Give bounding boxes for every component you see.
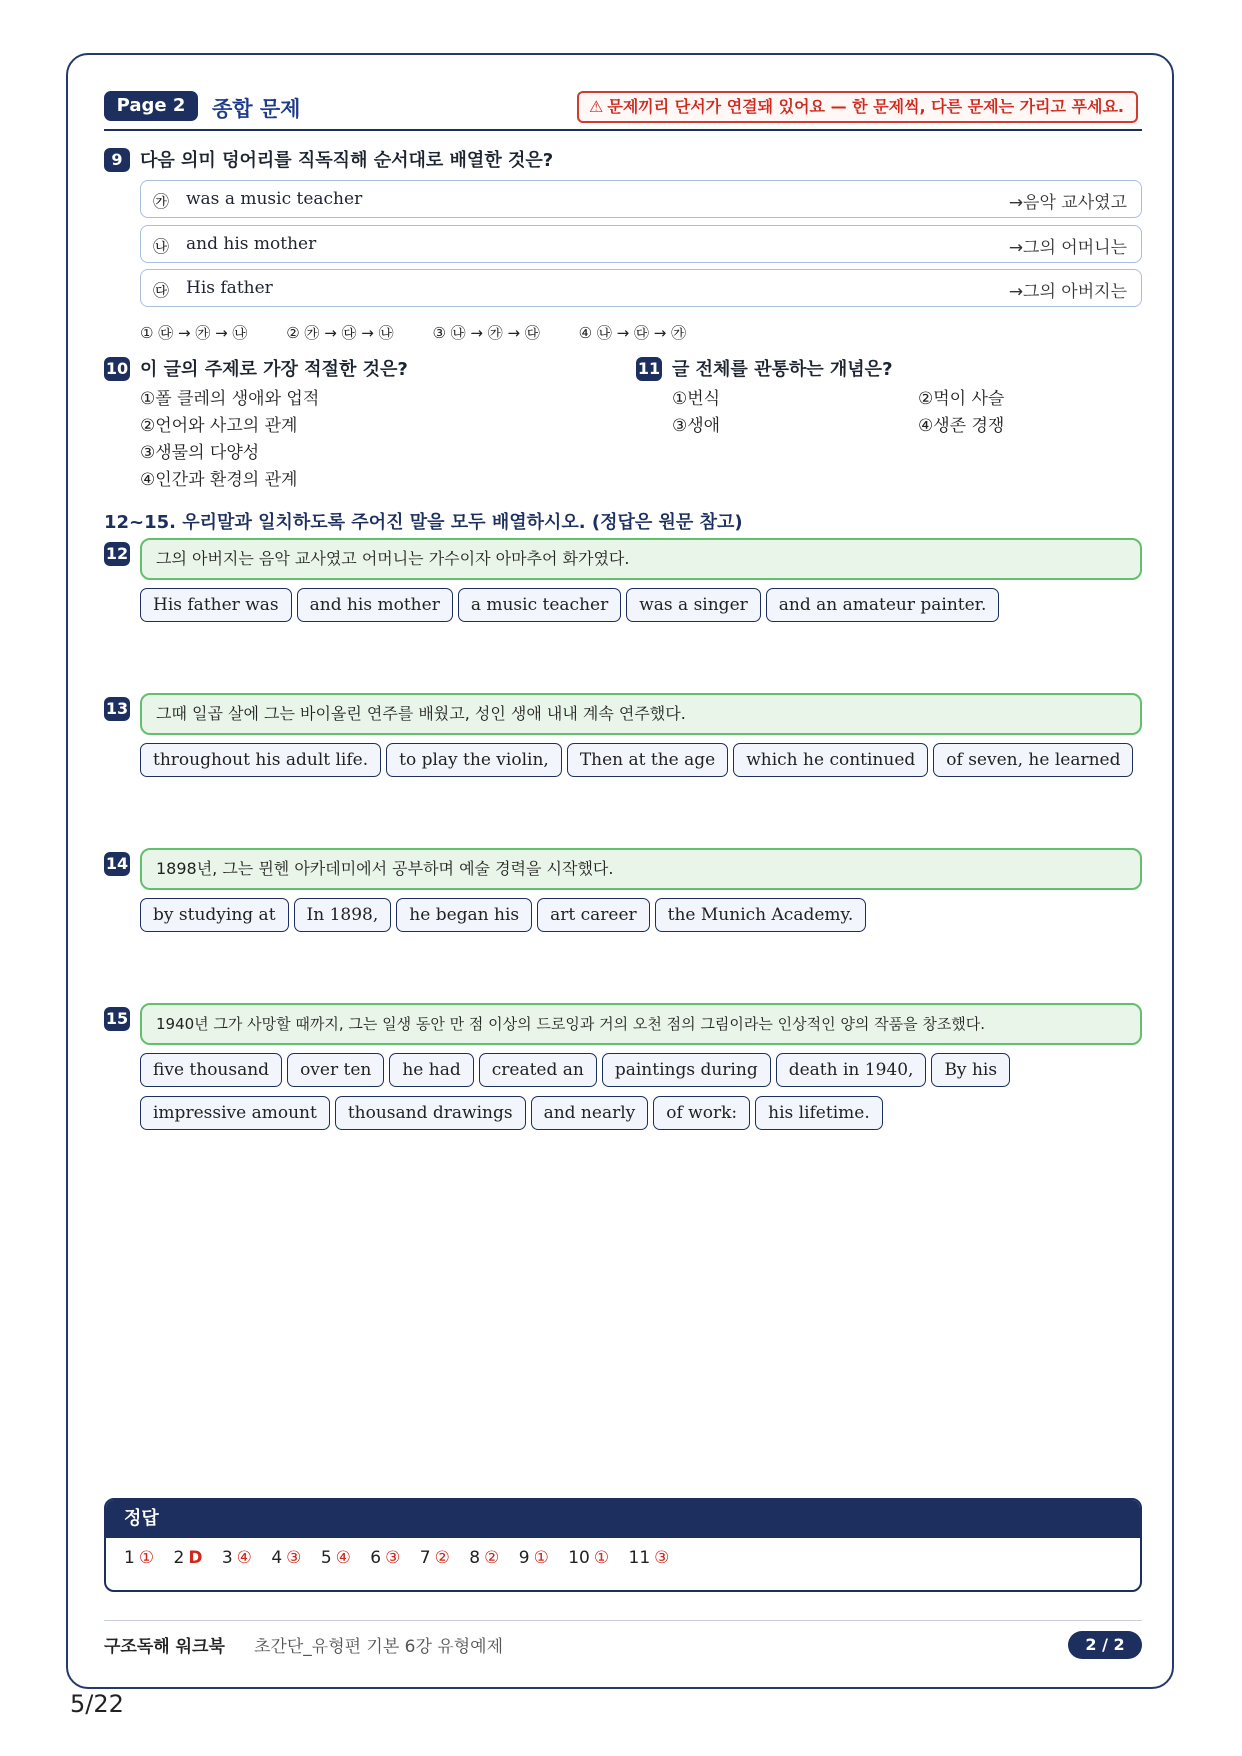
word-chip[interactable]: art career bbox=[537, 898, 650, 932]
word-chip[interactable]: five thousand bbox=[140, 1053, 282, 1087]
choice[interactable]: ④생존 경쟁 bbox=[918, 416, 1005, 436]
question-number: 11 bbox=[636, 357, 662, 381]
chunk-english: His father bbox=[186, 278, 273, 298]
chunk-mark: ㉮ bbox=[153, 192, 170, 211]
answer-choices bbox=[140, 386, 319, 494]
choice[interactable]: ①폴 클레의 생애와 업적 bbox=[140, 389, 320, 409]
word-chip[interactable]: and his mother bbox=[297, 588, 453, 622]
word-chip-row bbox=[140, 1096, 1150, 1130]
word-chip[interactable]: throughout his adult life. bbox=[140, 743, 381, 777]
chunk-korean: →그의 아버지는 bbox=[1008, 282, 1127, 302]
korean-prompt: 그때 일곱 살에 그는 바이올린 연주를 배웠고, 성인 생애 내내 계속 연주했다. bbox=[140, 693, 1142, 735]
word-chip[interactable]: by studying at bbox=[140, 898, 289, 932]
warning-banner bbox=[577, 91, 1138, 123]
page-label: Page 2 bbox=[104, 91, 198, 121]
answer-item: 6 ③ bbox=[370, 1548, 401, 1568]
word-chip-row bbox=[140, 1053, 1150, 1087]
word-chip[interactable]: death in 1940, bbox=[776, 1053, 927, 1087]
word-chip[interactable]: of seven, he learned bbox=[933, 743, 1133, 777]
answer-key-list bbox=[106, 1538, 1140, 1568]
question-text: 글 전체를 관통하는 개념은? bbox=[672, 359, 893, 380]
choice[interactable]: ③생애 bbox=[672, 416, 721, 436]
question-number: 15 bbox=[104, 1007, 130, 1031]
word-chip[interactable]: his lifetime. bbox=[755, 1096, 883, 1130]
footer-page-badge: 2 / 2 bbox=[1068, 1631, 1142, 1659]
chunk-mark: ㉯ bbox=[153, 237, 170, 256]
choice[interactable]: ④ ㉯ → ㉰ → ㉮ bbox=[578, 324, 687, 342]
answer-key-title: 정답 bbox=[106, 1500, 1140, 1538]
document-page-number: 5/22 bbox=[70, 1690, 124, 1718]
choice[interactable]: ③생물의 다양성 bbox=[140, 443, 260, 463]
answer-item: 11 ③ bbox=[628, 1548, 670, 1568]
word-chip[interactable]: the Munich Academy. bbox=[655, 898, 867, 932]
answer-choices bbox=[672, 386, 720, 440]
word-chip[interactable]: and nearly bbox=[531, 1096, 649, 1130]
korean-prompt: 그의 아버지는 음악 교사였고 어머니는 가수이자 아마추어 화가였다. bbox=[140, 538, 1142, 580]
question-number: 12 bbox=[104, 542, 130, 566]
answer-item: 1 ① bbox=[124, 1548, 155, 1568]
choice[interactable]: ②언어와 사고의 관계 bbox=[140, 416, 298, 436]
question-number: 9 bbox=[104, 148, 130, 172]
word-chip-row bbox=[140, 588, 1150, 622]
word-chip[interactable]: of work: bbox=[653, 1096, 750, 1130]
warning-icon: ⚠ bbox=[589, 97, 604, 116]
word-chip[interactable]: to play the violin, bbox=[386, 743, 562, 777]
answer-item: 3 ④ bbox=[221, 1548, 252, 1568]
answer-item: 10 ① bbox=[568, 1548, 610, 1568]
word-chip[interactable]: In 1898, bbox=[294, 898, 392, 932]
choice[interactable]: ④인간과 환경의 관계 bbox=[140, 470, 298, 490]
choice[interactable]: ② ㉮ → ㉰ → ㉯ bbox=[286, 324, 394, 342]
word-chip[interactable]: he began his bbox=[396, 898, 532, 932]
word-chip[interactable]: a music teacher bbox=[458, 588, 621, 622]
word-chip[interactable]: thousand drawings bbox=[335, 1096, 526, 1130]
footer-divider bbox=[104, 1620, 1142, 1621]
choice[interactable]: ③ ㉯ → ㉮ → ㉰ bbox=[432, 324, 540, 342]
answer-choices bbox=[140, 322, 720, 343]
warning-text: 문제끼리 단서가 연결돼 있어요 — 한 문제씩, 다른 문제는 가리고 푸세요. bbox=[607, 97, 1124, 116]
word-chip[interactable]: By his bbox=[931, 1053, 1010, 1087]
answer-choices bbox=[918, 386, 1004, 440]
word-chip[interactable]: paintings during bbox=[602, 1053, 771, 1087]
choice[interactable]: ②먹이 사슬 bbox=[918, 389, 1005, 409]
footer-brand: 구조독해 워크북 bbox=[104, 1637, 225, 1657]
question-number: 14 bbox=[104, 852, 130, 876]
word-chip[interactable]: he had bbox=[389, 1053, 473, 1087]
word-chip[interactable]: which he continued bbox=[733, 743, 928, 777]
chunk-english: and his mother bbox=[186, 234, 317, 254]
korean-prompt: 1898년, 그는 뮌헨 아카데미에서 공부하며 예술 경력을 시작했다. bbox=[140, 848, 1142, 890]
chunk-mark: ㉰ bbox=[153, 281, 170, 300]
choice[interactable]: ① ㉰ → ㉮ → ㉯ bbox=[140, 324, 248, 342]
question-number: 13 bbox=[104, 697, 130, 721]
chunk-row bbox=[140, 269, 1142, 307]
answer-item: 2 D bbox=[173, 1548, 203, 1568]
word-chip[interactable]: His father was bbox=[140, 588, 292, 622]
word-chip-row bbox=[140, 898, 1150, 932]
answer-item: 7 ② bbox=[419, 1548, 450, 1568]
word-chip[interactable]: and an amateur painter. bbox=[766, 588, 1000, 622]
korean-prompt: 1940년 그가 사망할 때까지, 그는 일생 동안 만 점 이상의 드로잉과 거의 오천 점의 그림이라는 인상적인 양의 작품을 창조했다. bbox=[140, 1003, 1142, 1045]
chunk-korean: →음악 교사였고 bbox=[1008, 193, 1127, 213]
word-chip[interactable]: Then at the age bbox=[567, 743, 728, 777]
word-chip[interactable]: created an bbox=[479, 1053, 597, 1087]
question-text: 다음 의미 덩어리를 직독직해 순서대로 배열한 것은? bbox=[140, 150, 554, 171]
question-text: 이 글의 주제로 가장 적절한 것은? bbox=[140, 359, 408, 380]
page-header bbox=[104, 91, 1142, 131]
chunk-row bbox=[140, 225, 1142, 263]
chunk-korean: →그의 어머니는 bbox=[1008, 238, 1127, 258]
word-chip-row bbox=[140, 743, 1150, 777]
word-chip[interactable]: impressive amount bbox=[140, 1096, 330, 1130]
word-chip[interactable]: was a singer bbox=[626, 588, 761, 622]
answer-item: 8 ② bbox=[469, 1548, 500, 1568]
answer-item: 9 ① bbox=[518, 1548, 549, 1568]
answer-key-box bbox=[104, 1498, 1142, 1592]
chunk-english: was a music teacher bbox=[186, 189, 363, 209]
section-title: 12~15. 우리말과 일치하도록 주어진 말을 모두 배열하시오. (정답은 원문 참고) bbox=[104, 512, 743, 533]
chunk-row bbox=[140, 180, 1142, 218]
page-title: 종합 문제 bbox=[212, 97, 301, 121]
word-chip[interactable]: over ten bbox=[287, 1053, 384, 1087]
answer-item: 4 ③ bbox=[271, 1548, 302, 1568]
answer-item: 5 ④ bbox=[320, 1548, 351, 1568]
choice[interactable]: ①번식 bbox=[672, 389, 721, 409]
footer-subtitle: 초간단_유형편 기본 6강 유형예제 bbox=[254, 1637, 504, 1657]
question-number: 10 bbox=[104, 357, 130, 381]
